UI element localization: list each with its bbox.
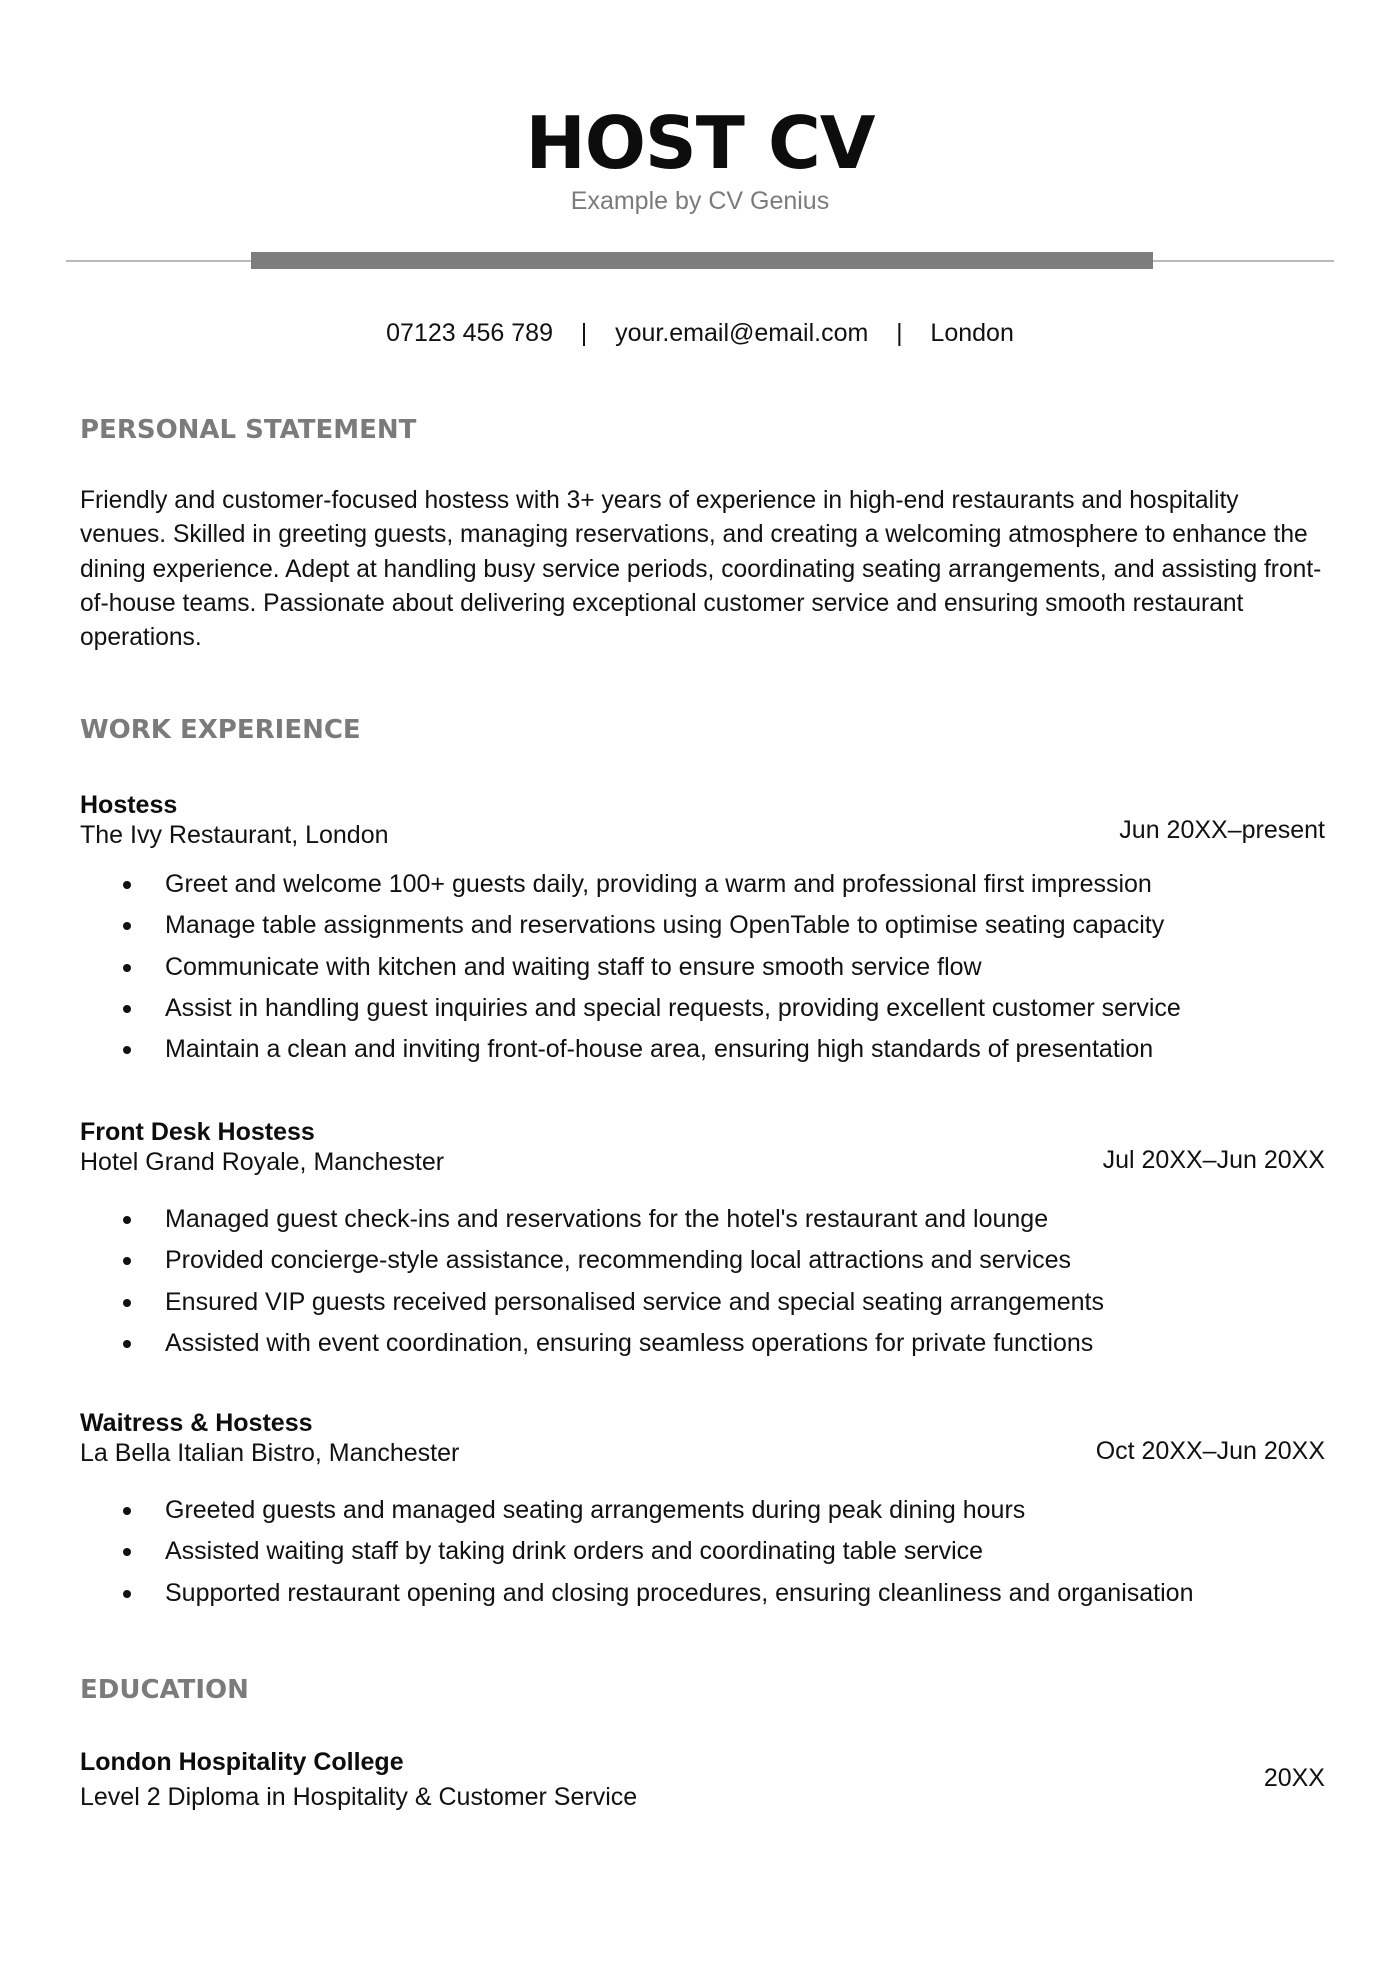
contact-separator: | — [580, 319, 588, 347]
bullet-dot — [123, 1216, 131, 1224]
list-item — [80, 1490, 1325, 1531]
bullet-text: Communicate with kitchen and waiting staff to ensure smooth service flow — [165, 952, 982, 981]
bullet-dot — [123, 1548, 131, 1556]
job-entry — [80, 1408, 1325, 1614]
bullet-text: Manage table assignments and reservations using OpenTable to optimise seating capacity — [165, 911, 1165, 940]
education-heading: EDUCATION — [80, 1675, 249, 1705]
job-dates: Jul 20XX–Jun 20XX — [1102, 1146, 1325, 1174]
job-title: Front Desk Hostess — [80, 1118, 315, 1146]
bullet-dot — [123, 881, 131, 889]
bullet-text: Provided concierge-style assistance, recommending local attractions and services — [165, 1246, 1071, 1275]
education-institution: London Hospitality College — [80, 1748, 404, 1776]
work-experience-heading: WORK EXPERIENCE — [80, 715, 361, 745]
list-item — [80, 1323, 1325, 1364]
job-entry — [80, 790, 1325, 1070]
list-item — [80, 947, 1325, 988]
bullet-text: Supported restaurant opening and closing procedures, ensuring cleanliness and organisation — [165, 1578, 1194, 1607]
contact-email: your.email@email.com — [615, 319, 869, 347]
bullet-dot — [123, 922, 131, 930]
bullet-dot — [123, 1005, 131, 1013]
bullet-text: Greet and welcome 100+ guests daily, providing a warm and professional first impression — [165, 870, 1152, 898]
education-entry — [80, 1747, 1325, 1812]
list-item — [80, 905, 1325, 946]
job-dates: Oct 20XX–Jun 20XX — [1095, 1437, 1325, 1465]
list-item — [80, 1531, 1325, 1572]
job-bullets — [80, 864, 1325, 1070]
list-item — [80, 1240, 1325, 1281]
list-item — [80, 864, 1325, 905]
contact-separator: | — [896, 319, 903, 347]
list-item — [80, 1029, 1325, 1070]
job-company: Hotel Grand Royale, Manchester — [80, 1148, 445, 1176]
contact-location: London — [930, 319, 1014, 347]
personal-statement-text: Friendly and customer-focused hostess with 3+ years of experience in high-end restaurants and hospitality venues. Skilled in greeting guests, managing reservations, and creating a welcoming atmosphere to enhance the dining experience. Adept at handling busy service periods, coordinating seating arrangements, and assisting front-of-house teams. Passionate about delivering exceptional customer service and ensuring smooth restaurant operations. — [80, 487, 1322, 652]
personal-statement-heading: PERSONAL STATEMENT — [80, 415, 417, 445]
contact-line — [0, 318, 1400, 348]
cv-subtitle: Example by CV Genius — [570, 187, 830, 215]
bullet-text: Maintain a clean and inviting front-of-house area, ensuring high standards of presentation — [165, 1035, 1154, 1064]
header-divider-bar — [251, 252, 1153, 269]
list-item — [80, 1199, 1325, 1240]
job-bullets — [80, 1490, 1325, 1614]
bullet-text: Ensured VIP guests received personalised service and special seating arrangements — [165, 1287, 1104, 1316]
bullet-text: Managed guest check-ins and reservations for the hotel's restaurant and lounge — [165, 1205, 1049, 1233]
cv-title: HOST CV — [525, 101, 875, 185]
bullet-dot — [123, 1257, 131, 1265]
bullet-text: Assisted waiting staff by taking drink orders and coordinating table service — [165, 1537, 984, 1566]
job-title: Hostess — [80, 791, 178, 819]
bullet-dot — [123, 1507, 131, 1515]
contact-phone: 07123 456 789 — [386, 319, 553, 347]
bullet-dot — [123, 1340, 131, 1348]
job-company: La Bella Italian Bistro, Manchester — [80, 1439, 460, 1467]
list-item — [80, 1282, 1325, 1323]
bullet-dot — [123, 964, 131, 972]
job-title: Waitress & Hostess — [80, 1409, 313, 1437]
list-item — [80, 988, 1325, 1029]
list-item — [80, 1573, 1325, 1614]
job-company: The Ivy Restaurant, London — [80, 821, 389, 849]
job-entry — [80, 1117, 1325, 1364]
job-dates: Jun 20XX–present — [1119, 816, 1325, 844]
bullet-text: Assist in handling guest inquiries and special requests, providing excellent customer service — [165, 993, 1181, 1022]
job-bullets — [80, 1199, 1325, 1364]
bullet-dot — [123, 1046, 131, 1054]
bullet-dot — [123, 1590, 131, 1598]
bullet-dot — [123, 1299, 131, 1307]
bullet-text: Assisted with event coordination, ensuring seamless operations for private functions — [165, 1328, 1094, 1357]
education-qualification: Level 2 Diploma in Hospitality & Customer Service — [80, 1783, 638, 1811]
education-year: 20XX — [1263, 1764, 1325, 1792]
bullet-text: Greeted guests and managed seating arrangements during peak dining hours — [165, 1496, 1026, 1524]
